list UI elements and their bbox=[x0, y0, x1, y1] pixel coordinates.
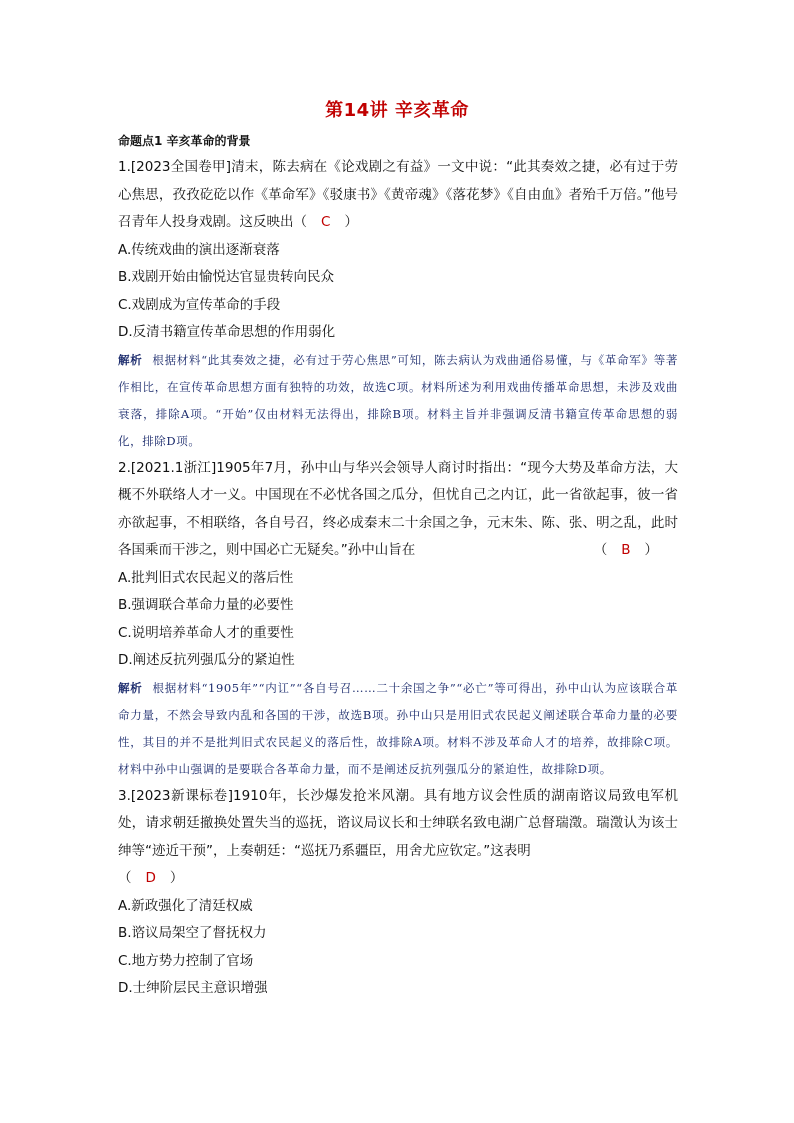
question-1-option-b: B.戏剧开始由愉悦达官显贵转向民众 bbox=[118, 269, 335, 285]
question-2-explanation-text: 根据材料“1905年”“内讧”“各自号召……二十余国之争”“必亡”等可得出，孙中山认为应该联合革命力量，不然会导致内乱和各国的干涉，故选B项。孙中山只是用旧式农民起义阐述联合革命力量的必要性，其目的并不是批判旧式农民起义的落后性，故排除A项。材料不涉及革命人才的培养，故排除C项。材料中孙中山强调的是要联合各革命力量，而不是阐述反抗列强瓜分的紧迫性，故排除D项。 bbox=[118, 680, 678, 776]
question-3-answer: D bbox=[145, 870, 156, 886]
question-2-option-a: A.批判旧式农民起义的落后性 bbox=[118, 569, 294, 586]
question-2-text: 2.[2021.1浙江]1905年7月，孙中山与华兴会领导人商讨时指出：“现今大势及革命方法，大概不外联络人才一义。中国现在不必忧各国之瓜分，但忧自己之内讧，此一省欲起事，彼一省亦欲起事，不相联络，各自号召，终必成秦末二十余国之争，元末朱、陈、张、明之乱，此时各国乘而干涉之，则中国必亡无疑矣。”孙中山旨在 bbox=[118, 459, 678, 558]
question-1-stem bbox=[118, 154, 678, 237]
question-1-answer: C bbox=[321, 214, 331, 230]
question-3-option-c: C.地方势力控制了官场 bbox=[118, 952, 254, 969]
question-3-option-b: B.谘议局架空了督抚权力 bbox=[118, 925, 267, 941]
question-1-option-d: D.反清书籍宣传革命思想的作用弱化 bbox=[118, 324, 336, 340]
question-2-option-d: D.阐述反抗列强瓜分的紧迫性 bbox=[118, 652, 295, 668]
question-1-explanation bbox=[118, 347, 678, 455]
question-1-text: 1.[2023全国卷甲]清末，陈去病在《论戏剧之有益》一文中说：“此其奏效之捷，必有过于劳心焦思，孜孜矻矻以作《革命军》《驳康书》《黄帝魂》《落花梦》《自由血》者殆千万倍。”他号召青年人投身戏剧。这反映出 bbox=[118, 159, 678, 230]
question-3-text: 3.[2023新课标卷]1910年，长沙爆发抢米风潮。具有地方议会性质的湖南谘议局致电军机处，请求朝廷撤换处置失当的巡抚，谘议局议长和士绅联名致电湖广总督瑞澂。瑞澂认为该士绅等“迹近干预”，上奏朝廷：“巡抚乃系疆臣，用舍尤应钦定。”这表明 bbox=[118, 787, 678, 859]
question-2-option-b: B.强调联合革命力量的必要性 bbox=[118, 597, 294, 613]
question-3-option-a: A.新政强化了清廷权威 bbox=[118, 897, 253, 914]
question-1-explanation-text: 根据材料“此其奏效之捷，必有过于劳心焦思”可知，陈去病认为戏曲通俗易懂，与《革命军》等著作相比，在宣传革命思想方面有独特的功效，故选C项。材料所述为利用戏曲传播革命思想，未涉及戏曲衰落，排除A项。“开始”仅由材料无法得出，排除B项。材料主旨并非强调反清书籍宣传革命思想的弱化，排除D项。 bbox=[118, 352, 678, 448]
content-body bbox=[118, 130, 678, 1003]
answer-bracket: （ B ） bbox=[594, 537, 678, 565]
question-3-stem bbox=[118, 783, 678, 866]
explanation-label: 解析 bbox=[118, 680, 143, 695]
question-2-option-c: C.说明培养革命人才的重要性 bbox=[118, 624, 294, 641]
question-3-answer-line bbox=[118, 865, 678, 893]
question-2-explanation bbox=[118, 675, 678, 783]
page-title: 第14讲 辛亥革命 bbox=[325, 100, 469, 121]
question-2-answer: B bbox=[621, 542, 631, 558]
question-1-option-c: C.戏剧成为宣传革命的手段 bbox=[118, 296, 281, 313]
question-3-option-d: D.士绅阶层民主意识增强 bbox=[118, 980, 268, 996]
answer-bracket: （ D ） bbox=[118, 870, 183, 886]
explanation-label: 解析 bbox=[118, 352, 143, 367]
question-2-stem bbox=[118, 455, 678, 565]
question-1-option-a: A.传统戏曲的演出逐渐衰落 bbox=[118, 241, 280, 258]
answer-bracket: （ C ） bbox=[294, 214, 358, 230]
section-heading: 命题点1 辛亥革命的背景 bbox=[118, 134, 251, 148]
